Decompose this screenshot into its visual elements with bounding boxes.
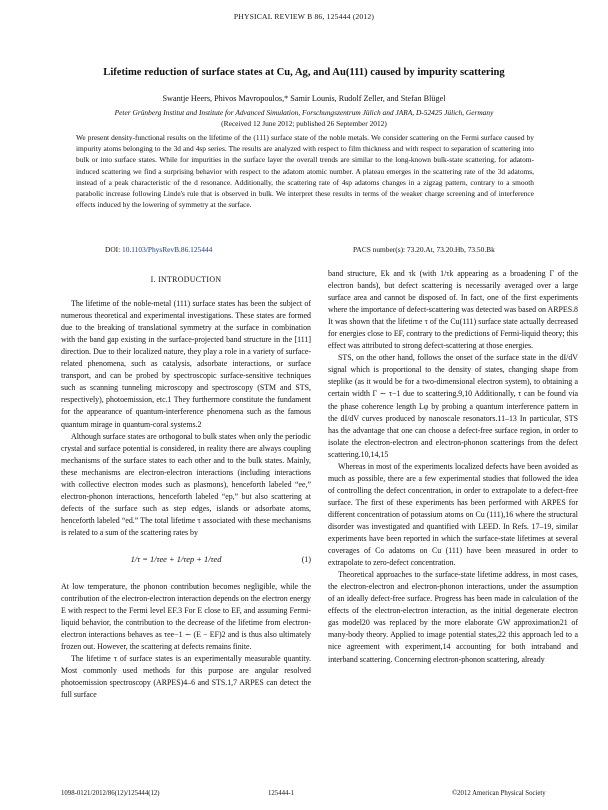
doi-link[interactable]: 10.1103/PhysRevB.86.125444 bbox=[122, 245, 213, 254]
eq-term-ep: 1/τep bbox=[176, 554, 195, 564]
paragraph: The lifetime of the noble-metal (111) surface states has been the subject of numerous theoretical and experimental investigations. These states are formed due to the breaking of translational symmetry at the surface in combination with the band gap existing in the surface-projected band structure in the [111] direction. Due to their localized nature, they play a role in a variety of surface-related phenomena, such as catalysis, adsorbate interactions, or surface transport, and can be probed by spectroscopic surface-sensitive techniques such as scanning tunneling microscopy and spectroscopy (STM and STS, respectively), photoemission, etc.1 They furthermore constitute the fundament for the appearance of quantum-interference phenomena such as the famous quantum mirage in quantum-coral systems.2 bbox=[61, 299, 311, 429]
paragraph: At low temperature, the phonon contribution becomes negligible, while the contribution of the electron-electron interaction depends on the electron energy E with respect to the Fermi level EF.3 For E close to EF, and assuming Fermi-liquid behavior, the contribution to the decrease of the lifetime from electron-electron interactions behaves as τee−1 ∼ (E − EF)2 and is thus also ultimately frozen out. However, the scattering at defects remains finite. bbox=[61, 581, 311, 652]
doi-line bbox=[105, 245, 212, 254]
footer-copyright: ©2012 American Physical Society bbox=[452, 790, 546, 797]
paragraph: The lifetime τ of surface states is an experimentally measurable quantity. Most commonly used methods for this purpose are angular resolved photoemission spectroscopy (ARPES)4–6 and STS.1,7 ARPES can detect the full surface bbox=[61, 654, 311, 700]
received-date: (Received 12 June 2012; published 26 September 2012) bbox=[221, 119, 387, 128]
equation-body: 1/τ = 1/τee + 1/τep + 1/τed bbox=[130, 554, 222, 564]
paper-title: Lifetime reduction of surface states at Cu, Ag, and Au(111) caused by impurity scattering bbox=[103, 67, 505, 78]
author-list: Swantje Heers, Phivos Mavropoulos,* Samir Lounis, Rudolf Zeller, and Stefan Blügel bbox=[162, 94, 446, 103]
affiliation: Peter Grünberg Institut and Institute for Advanced Simulation, Forschungszentrum Jülich and JARA, D-52425 Jülich, Germany bbox=[114, 108, 494, 117]
left-column bbox=[61, 268, 311, 701]
doi-label: DOI: bbox=[105, 245, 123, 254]
eq-lhs: 1/τ bbox=[130, 554, 141, 564]
paragraph: Although surface states are orthogonal to bulk states when only the periodic crystal and surface potential is considered, in reality there are always coupling mechanisms of the surface states to each other and to the bulk states. Mainly, these mechanisms are electron-electron interactions (including interactions with collective electron modes such as plasmons), henceforth labeled “ee,” electron-phonon interactions, henceforth labeled “ep,” but also scattering at defects of the surface such as step edges, islands or adsorbate atoms, henceforth labeled “ed.” The total lifetime τ associated with these mechanisms is related to a sum of the scattering rates by bbox=[61, 431, 311, 537]
eq-term-ee: 1/τee bbox=[149, 554, 167, 564]
section-heading: I. INTRODUCTION bbox=[150, 275, 222, 284]
paragraph: Theoretical approaches to the surface-state lifetime address, in most cases, the electron-electron and electron-phonon interactions, under the assumption of an ideally defect-free surface. Progress has been made in calculation of the effects of the electron-electron interaction, as the initial degenerate electron gas model20 was replaced by the more elaborate GW approximation21 of many-body theory. Applied to image potential states,22 this approach led to a nice agreement with experiment,14 accounting for both intraband and interband scattering. Concerning electron-phonon scattering, already bbox=[328, 570, 578, 664]
paragraph: STS, on the other hand, follows the onset of the surface state in the dI/dV signal which is proportional to the density of states, changing shape from steplike (as it would be for a two-dimensional electron system), to obtaining a certain width Γ ∼ τ−1 due to scattering.9,10 Additionally, τ can be found via the phase coherence length Lφ by probing a quantum interference pattern in the dI/dV curves produced by nanoscale resonators.11–13 In particular, STS has the advantage that one can choose a defect-free surface region, in order to isolate the electron-electron and electron-phonon scatterings from the defect scattering.10,14,15 bbox=[328, 353, 578, 459]
footer-issn: 1098-0121/2012/86(12)/125444(12) bbox=[61, 790, 160, 797]
footer-page-number: 125444-1 bbox=[268, 790, 295, 797]
pacs-numbers: PACS number(s): 73.20.At, 73.20.Hb, 73.50.Bk bbox=[353, 245, 495, 254]
eq-term-ed: 1/τed bbox=[204, 554, 222, 564]
paragraph: Whereas in most of the experiments localized defects have been avoided as much as possible, there are a few experimental studies that followed the idea of controlling the defect concentration, in order to extrapolate to a defect-free surface. The first of these experiments has been performed with ARPES for different concentration of potassium atoms on Cu (111),16 where the structural disorder was investigated and quantified with LEED. In Refs. 17–19, similar experiments have been reported in which the surface-state lifetimes at several coverages of Co adatoms on Cu (111) have been measured in order to extrapolate to zero-defect concentration. bbox=[328, 461, 578, 568]
paragraph: band structure, Ek and τk (with 1/τk appearing as a broadening Γ of the electron bands), but defect scattering is necessarily averaged over a large surface area and cannot be disposed of. In fact, one of the first experiments where the importance of defect-scattering was detected was based on ARPES.8 It was shown that the lifetime τ of the Cu(111) surface state actually decreased for energies close to EF, contrary to the predictions of Fermi-liquid theory; this effect was attributed to strong defect-scattering at those energies. bbox=[328, 269, 579, 351]
equation-number: (1) bbox=[301, 554, 311, 564]
abstract: We present density-functional results on the lifetime of the (111) surface state of the noble metals. We consider scattering on the Fermi surface caused by impurity atoms belonging to the 3d and 4sp series. The results are analyzed with respect to film thickness and with respect to separation of scattering into bulk or into surface states. While for impurities in the surface layer the overall trends are similar to the long-known bulk-state scattering, for adatom-induced scattering we find a surprising behavior with respect to the adatom atomic number. A plateau emerges in the scattering rate of the 3d adatoms, instead of a peak characteristic of the d resonance. Additionally, the scattering rate of 4sp adatoms changes in a zigzag pattern, contrary to a smooth parabolic increase following Linde's rule that is observed in bulk. We interpret these results in terms of the weaker charge screening and of interference effects induced by the lowering of symmetry at the surface. bbox=[76, 133, 534, 210]
running-head: PHYSICAL REVIEW B 86, 125444 (2012) bbox=[233, 12, 375, 21]
equation-1 bbox=[61, 547, 311, 573]
right-column bbox=[328, 268, 578, 666]
